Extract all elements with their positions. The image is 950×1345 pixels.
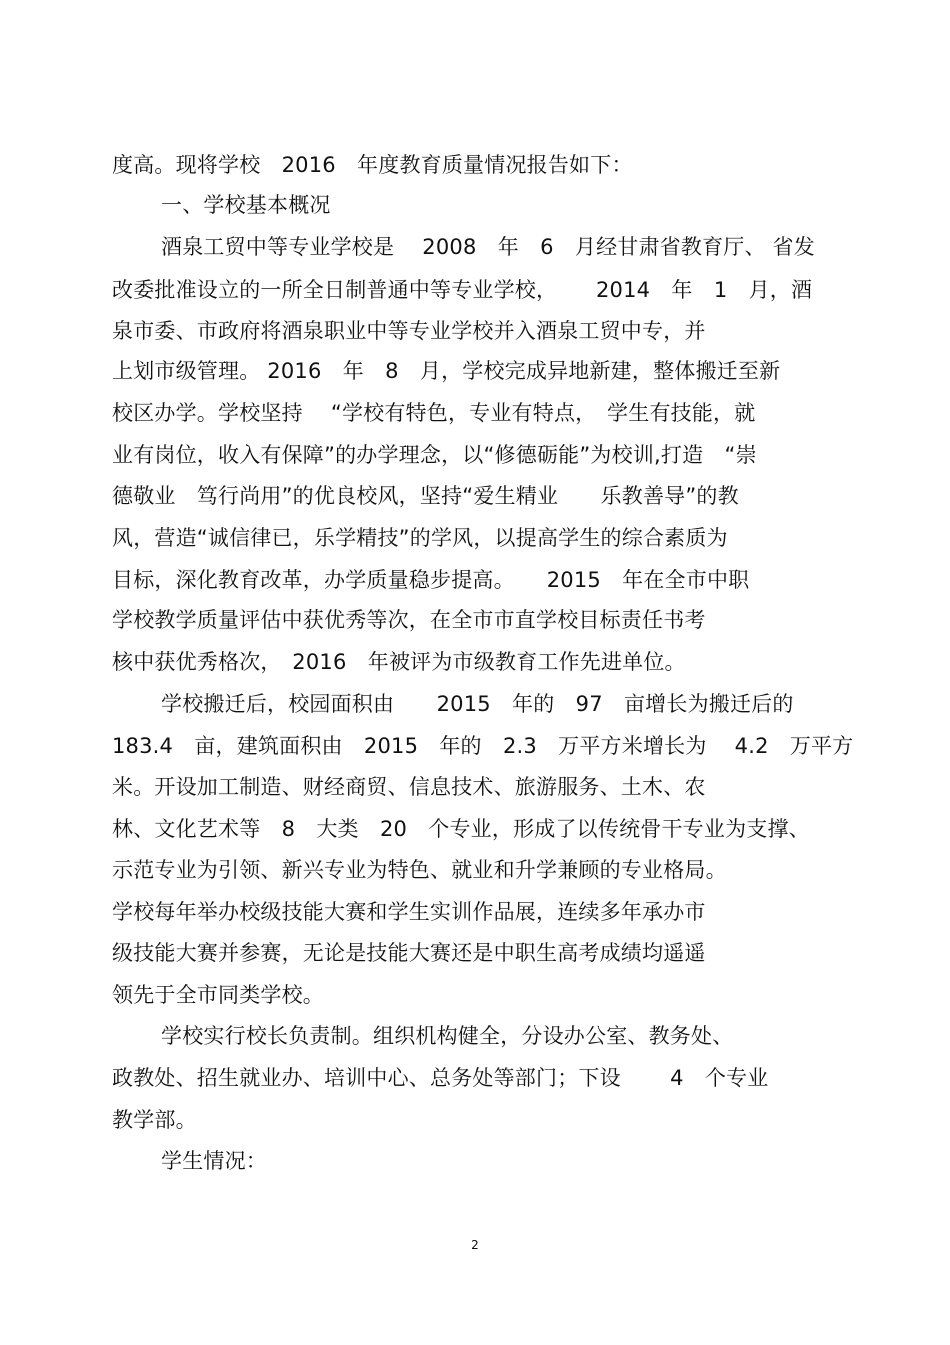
text-line: 级技能大赛并参赛，无论是技能大赛还是中职生高考成绩均遥遥 [112,941,706,965]
text-line: 学校实行校长负责制。组织机构健全，分设办公室、教务处、 [161,1024,734,1048]
text-line: 183.4 亩，建筑面积由 2015 年的 2.3 万平方米增长为 4.2 万平方 [112,734,854,758]
page-number: 2 [471,1238,479,1252]
text-line: 风，营造“诚信律已，乐学精技”的学风，以提高学生的综合素质为 [112,526,728,550]
text-line: 学校每年举办校级技能大赛和学生实训作品展，连续多年承办市 [112,900,706,924]
text-line: 上划市级管理。 2016 年 8 月，学校完成异地新建，整体搬迁至新 [112,359,781,383]
text-line: 示范专业为引领、新兴专业为特色、就业和升学兼顾的专业格局。 [112,858,727,882]
text-line: 教学部。 [112,1108,197,1132]
text-line: 学校教学质量评估中获优秀等次，在全市市直学校目标责任书考 [112,608,706,632]
text-line: 学校搬迁后，校园面积由 2015 年的 97 亩增长为搬迁后的 [161,692,794,716]
text-line: 酒泉工贸中等专业学校是 2008 年 6 月经甘肃省教育厅、 省发 [161,235,815,259]
text-line: 泉市委、市政府将酒泉职业中等专业学校并入酒泉工贸中专，并 [112,319,706,343]
text-line: 林、文化艺术等 8 大类 20 个专业，形成了以传统骨干专业为支撑、 [112,817,810,841]
text-line: 米。开设加工制造、财经商贸、信息技术、旅游服务、土木、农 [112,775,706,799]
text-line: 业有岗位，收入有保障”的办学理念，以“修德砺能”为校训,打造 “崇 [112,443,757,467]
section-heading: 一、学校基本概况 [161,193,331,217]
text-line: 学生情况： [161,1149,267,1173]
text-line: 领先于全市同类学校。 [112,983,324,1007]
text-line: 核中获优秀格次， 2016 年被评为市级教育工作先进单位。 [112,650,686,674]
text-line: 目标，深化教育改革，办学质量稳步提高。 2015 年在全市中职 [112,568,750,592]
text-line: 改委批准设立的一所全日制普通中等专业学校， 2014 年 1 月，酒 [112,278,813,302]
text-line: 校区办学。学校坚持 “学校有特色，专业有特点， 学生有技能，就 [112,401,756,425]
text-line: 政教处、招生就业办、培训中心、总务处等部门；下设 4 个专业 [112,1066,769,1090]
text-line: 德敬业 笃行尚用”的优良校风，坚持“爱生精业 乐教善导”的教 [112,484,739,508]
text-line: 度高。现将学校 2016 年度教育质量情况报告如下： [112,153,633,177]
